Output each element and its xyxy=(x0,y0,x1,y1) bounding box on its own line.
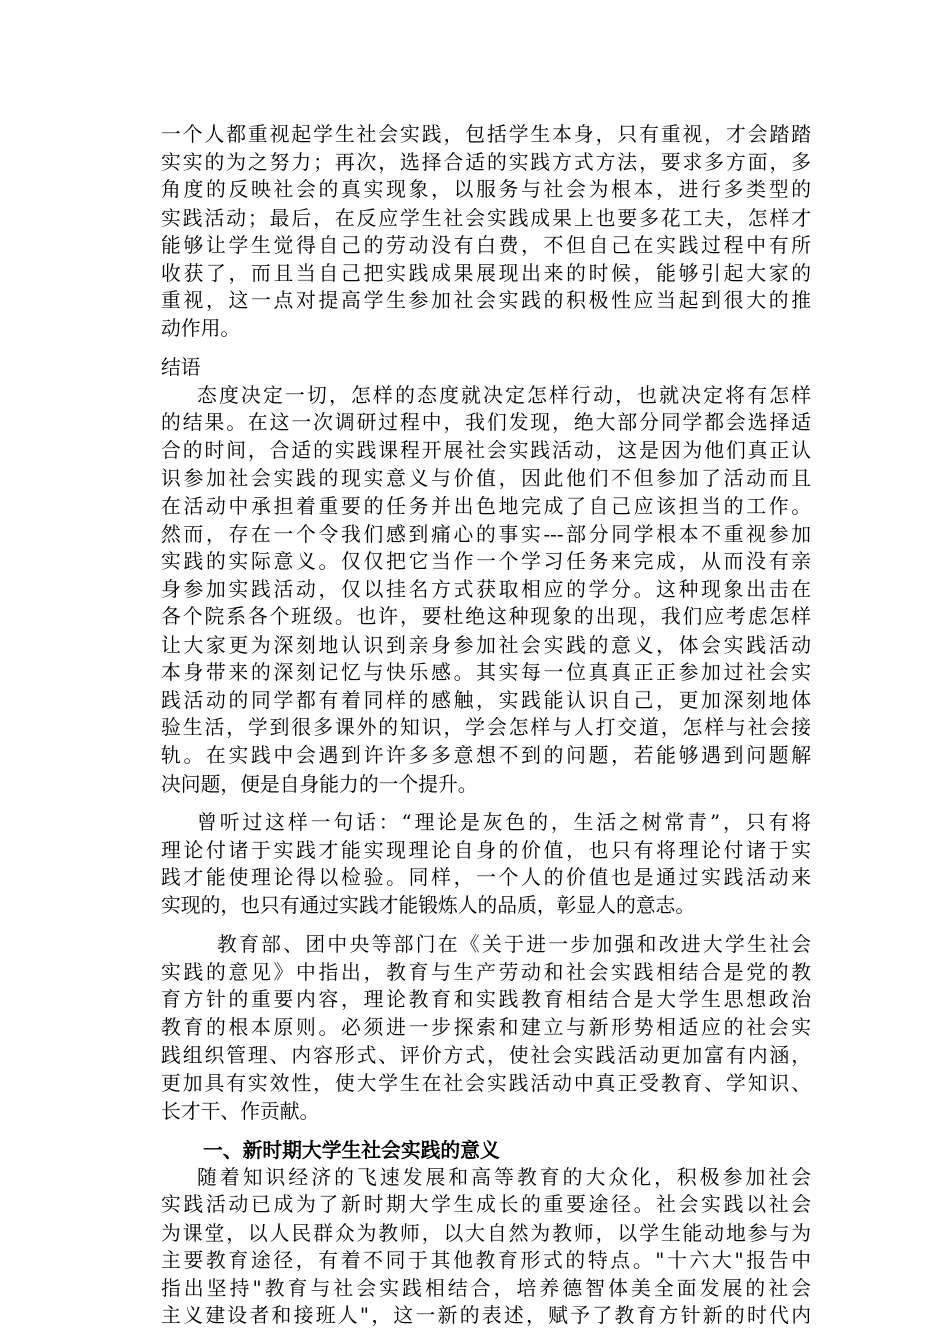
text-line: 在活动中承担着重要的任务并出色地完成了自己应该担当的工作。 xyxy=(161,495,811,518)
text-line: 实实的为之努力；再次，选择合适的实践方式方法，要求多方面，多 xyxy=(161,151,811,174)
text-line: 然而，存在一个令我们感到痛心的事实---部分同学根本不重视参加 xyxy=(161,523,811,546)
text-line: 实践的意见》中指出，教育与生产劳动和社会实践相结合是党的教 xyxy=(161,961,811,984)
text-line: 曾听过这样一句话：“理论是灰色的，生活之树常青”，只有将 xyxy=(197,811,811,834)
text-line: 一个人都重视起学生社会实践，包括学生本身，只有重视，才会踏踏 xyxy=(161,123,811,146)
text-line: 各个院系各个班级。也许，要杜绝这种现象的出现，我们应考虑怎样 xyxy=(161,605,811,628)
text-line: 主义建设者和接班人"，这一新的表述，赋予了教育方针新的时代内 xyxy=(161,1304,811,1327)
text-line: 动作用。 xyxy=(161,317,241,340)
text-line: 指出坚持"教育与社会实践相结合，培养德智体美全面发展的社会 xyxy=(161,1277,811,1300)
text-line: 态度决定一切，怎样的态度就决定怎样行动，也就决定将有怎样 xyxy=(197,384,811,407)
text-line: 合的时间，合适的实践课程开展社会实践活动，这是因为他们真正认 xyxy=(161,439,811,462)
text-line: 本身带来的深刻记忆与快乐感。其实每一位真真正正参加过社会实 xyxy=(161,661,811,684)
text-line: 能够让学生觉得自己的劳动没有白费，不但自己在实践过程中有所 xyxy=(161,234,811,257)
text-line: 身参加实践活动，仅以挂名方式获取相应的学分。这种现象出击在 xyxy=(161,578,811,601)
text-line: 实践的实际意义。仅仅把它当作一个学习任务来完成，从而没有亲 xyxy=(161,550,811,573)
text-line: 决问题，便是自身能力的一个提升。 xyxy=(161,773,478,796)
text-line: 验生活，学到很多课外的知识，学会怎样与人打交道，怎样与社会接 xyxy=(161,716,811,739)
text-line: 教育的根本原则。必须进一步探索和建立与新形势相适应的社会实 xyxy=(161,1016,811,1039)
text-line: 为课堂，以人民群众为教师，以大自然为教师，以学生能动地参与为 xyxy=(161,1222,811,1245)
text-line: 育方针的重要内容，理论教育和实践教育相结合是大学生思想政治 xyxy=(161,988,811,1011)
text-line: 长才干、作贡献。 xyxy=(161,1100,320,1123)
text-line: 角度的反映社会的真实现象，以服务与社会为根本，进行多类型的 xyxy=(161,178,811,201)
text-line: 践组织管理、内容形式、评价方式，使社会实践活动更加富有内涵， xyxy=(161,1044,811,1067)
text-line: 理论付诸于实践才能实现理论自身的价值，也只有将理论付诸于实 xyxy=(161,839,811,862)
text-line: 更加具有实效性，使大学生在社会实践活动中真正受教育、学知识、 xyxy=(161,1072,811,1095)
text-line: 主要教育途径，有着不同于其他教育形式的特点。"十六大"报告中 xyxy=(161,1249,811,1272)
text-line: 收获了，而且当自己把实践成果展现出来的时候，能够引起大家的 xyxy=(161,262,811,285)
text-line: 的结果。在这一次调研过程中，我们发现，绝大部分同学都会选择适 xyxy=(161,411,811,434)
text-line: 让大家更为深刻地认识到亲身参加社会实践的意义，体会实践活动 xyxy=(161,634,811,657)
text-line: 随着知识经济的飞速发展和高等教育的大众化，积极参加社会 xyxy=(197,1166,811,1189)
text-line: 重视，这一点对提高学生参加社会实践的积极性应当起到很大的推 xyxy=(161,289,811,312)
section-title-conclusion: 结语 xyxy=(161,356,201,379)
text-line: 实践活动已成为了新时期大学生成长的重要途径。社会实践以社会 xyxy=(161,1193,811,1216)
text-line: 践才能使理论得以检验。同样，一个人的价值也是通过实践活动来 xyxy=(161,866,811,889)
text-line: 实践活动；最后，在反应学生社会实践成果上也要多花工夫，怎样才 xyxy=(161,207,811,230)
text-line: 教育部、团中央等部门在《关于进一步加强和改进大学生社会 xyxy=(217,933,811,956)
section-heading: 一、新时期大学生社会实践的意义 xyxy=(203,1138,500,1162)
text-line: 识参加社会实践的现实意义与价值，因此他们不但参加了活动而且 xyxy=(161,467,811,490)
text-line: 实现的，也只有通过实践才能锻炼人的品质，彰显人的意志。 xyxy=(161,894,696,917)
text-line: 践活动的同学都有着同样的感触，实践能认识自己，更加深刻地体 xyxy=(161,689,811,712)
text-line: 轨。在实践中会遇到许许多多意想不到的问题，若能够遇到问题解 xyxy=(161,744,811,767)
